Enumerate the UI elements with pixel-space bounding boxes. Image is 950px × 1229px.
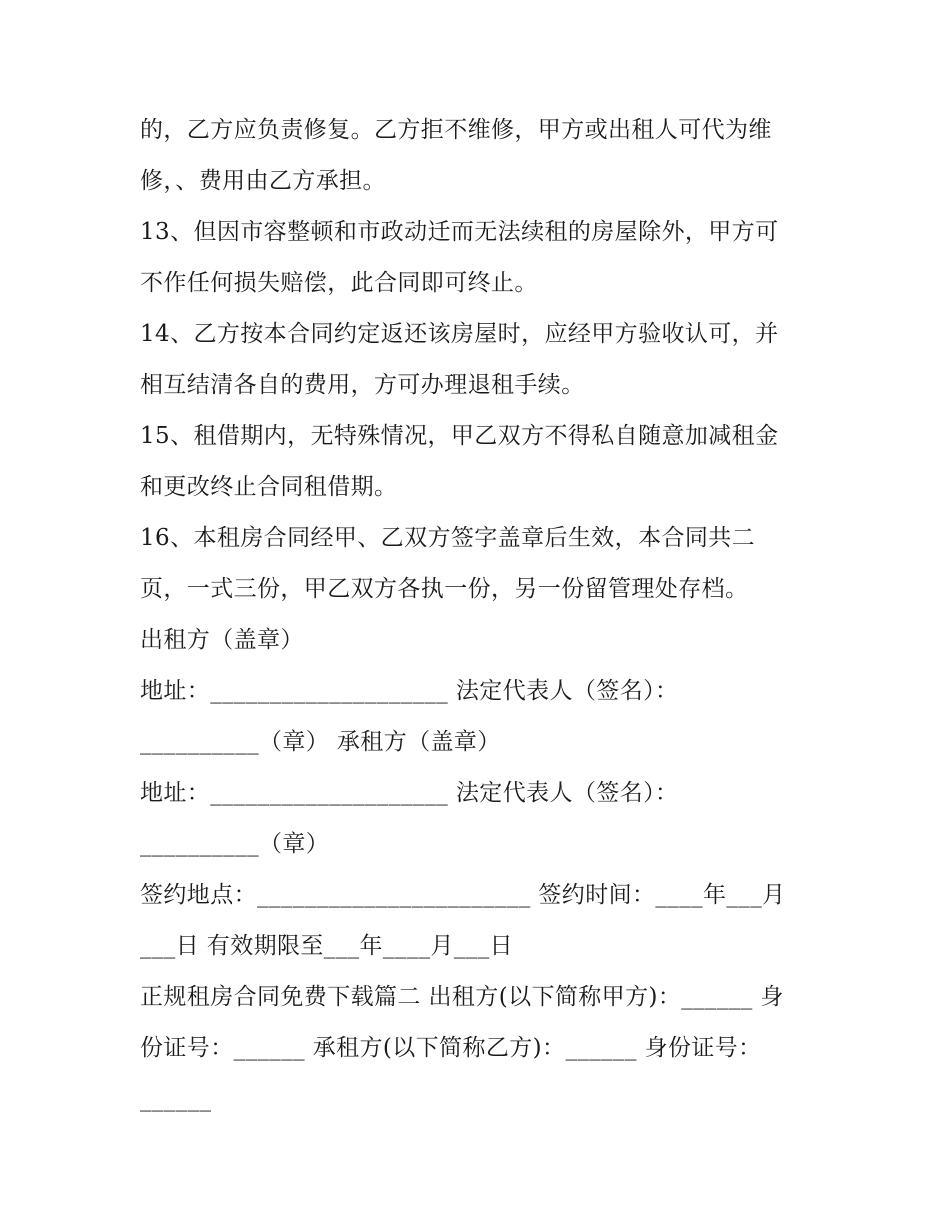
lessor-seal-line: 出租方（盖章） [140,627,304,653]
text-line: 修，、费用由乙方承担。 [140,168,386,194]
text-line: 相互结清各自的费用，方可办理退租手续。 [140,372,585,398]
text-line: 14、乙方按本合同约定返还该房屋时，应经甲方验收认可，并 [140,321,779,347]
text-line: 不作任何损失赔偿，此合同即可终止。 [140,270,538,296]
text-line: 13、但因市容整顿和市政动迁而无法续租的房屋除外，甲方可 [140,219,779,245]
text-line: 页，一式三份，甲乙双方各执一份，另一份留管理处存档。 [140,576,749,602]
signing-place-line: 签约地点：_______________________ 签约时间：____年___月 [140,882,786,908]
lessee-address-line: 地址：____________________ 法定代表人（签名）： [140,780,679,806]
text-line: 和更改终止合同租借期。 [140,474,398,500]
text-line: 15、租借期内，无特殊情况，甲乙双方不得私自随意加减租金 [140,423,779,449]
text-line: 正规租房合同免费下载篇二 出租方(以下简称甲方)：______ 身 [140,984,784,1010]
lessee-stamp-line: __________（章） [140,831,330,857]
validity-period-line: ___日 有效期限至___年____月___日 [140,933,514,959]
text-line: 16、本租房合同经甲、乙双方签字盖章后生效，本合同共二 [140,525,756,551]
lessee-seal-line: __________（章） 承租方（盖章） [140,729,501,755]
text-line: ______ [140,1086,212,1112]
text-line: 份证号：______ 承租方(以下简称乙方)：______ 身份证号： [140,1035,762,1061]
text-line: 的，乙方应负责修复。乙方拒不维修，甲方或出租人可代为维 [140,117,772,143]
lessor-address-line: 地址：____________________ 法定代表人（签名）： [140,678,679,704]
contract-text [140,105,812,1125]
